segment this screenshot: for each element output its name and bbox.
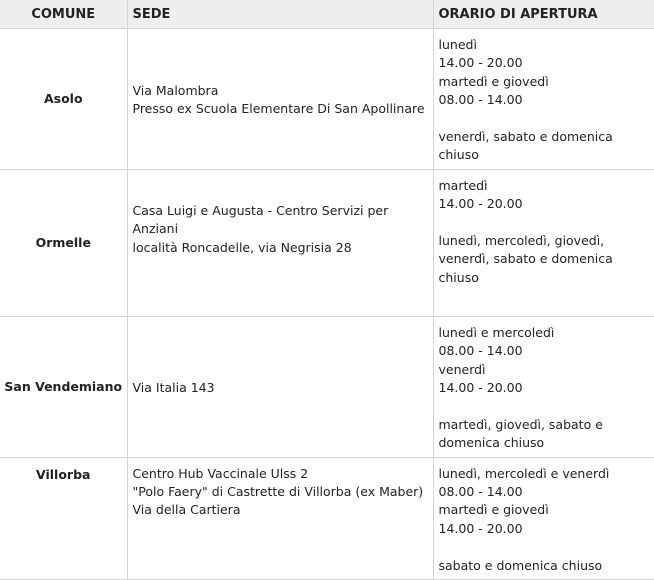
sede-cell xyxy=(127,316,433,457)
orario-line: 08.00 - 14.00 xyxy=(438,92,523,108)
orario-line: 14.00 - 20.00 xyxy=(438,55,523,71)
column-header-sede: SEDE xyxy=(127,0,433,29)
orario-line: 08.00 - 14.00 xyxy=(438,484,523,500)
orario-line: venerdì, sabato e domenica xyxy=(438,129,613,145)
sede-line: Anziani xyxy=(132,221,179,237)
orario-line: sabato e domenica chiuso xyxy=(438,557,603,573)
table-header-row xyxy=(0,0,654,29)
column-header-comune: COMUNE xyxy=(0,0,127,29)
comune-cell: Villorba xyxy=(0,457,127,579)
sede-cell xyxy=(127,457,433,579)
orario-line: martedì, giovedì, sabato e xyxy=(438,416,603,432)
sede-line: "Polo Faery" di Castrette di Villorba (ex Maber) xyxy=(132,484,424,500)
sede-line: Casa Luigi e Augusta - Centro Servizi per xyxy=(132,202,389,218)
table-row xyxy=(0,316,654,457)
sede-line: Via Malombra xyxy=(132,83,219,98)
sede-line: Via della Cartiera xyxy=(132,502,241,518)
orario-spacer xyxy=(439,538,651,556)
table-row xyxy=(0,169,654,316)
orario-line: martedì e giovedì xyxy=(438,73,549,89)
orario-line: 14.00 - 20.00 xyxy=(438,196,523,212)
orario-line: martedì e giovedì xyxy=(438,502,549,518)
sede-line: Centro Hub Vaccinale Ulss 2 xyxy=(132,465,309,481)
sede-cell xyxy=(127,169,433,316)
comune-cell: Ormelle xyxy=(0,169,127,316)
orario-line: 14.00 - 20.00 xyxy=(438,520,523,536)
orario-cell xyxy=(433,169,654,316)
orario-line: lunedì xyxy=(438,37,477,52)
table-row xyxy=(0,457,654,579)
sede-line: Via Italia 143 xyxy=(132,380,215,396)
orario-spacer xyxy=(439,214,651,232)
table-row xyxy=(0,29,654,170)
orario-cell xyxy=(433,457,654,579)
orario-line: lunedì, mercoledì e venerdì xyxy=(438,465,610,481)
sede-line: località Roncadelle, via Negrisia 28 xyxy=(132,239,352,255)
orario-cell xyxy=(433,316,654,457)
comune-cell: San Vendemiano xyxy=(0,316,127,457)
orario-line: 08.00 - 14.00 xyxy=(438,343,523,359)
sede-line: Presso ex Scuola Elementare Di San Apollinare xyxy=(132,101,425,117)
sede-cell xyxy=(127,29,433,170)
orario-line: venerdì xyxy=(438,361,486,377)
orario-line: lunedì, mercoledì, giovedì, xyxy=(438,233,605,249)
orario-line: venerdì, sabato e domenica xyxy=(438,251,613,267)
orario-line: chiuso xyxy=(438,269,479,285)
orario-line: chiuso xyxy=(438,147,479,163)
column-header-orario: ORARIO DI APERTURA xyxy=(433,0,654,29)
orario-line: lunedì e mercoledì xyxy=(438,324,555,340)
comune-cell: Asolo xyxy=(0,29,127,170)
orario-spacer xyxy=(439,397,651,415)
orario-cell xyxy=(433,29,654,170)
orario-spacer xyxy=(439,110,651,128)
orario-line: domenica chiuso xyxy=(438,435,545,451)
orario-line: 14.00 - 20.00 xyxy=(438,380,523,396)
orario-line: martedì xyxy=(438,177,488,193)
